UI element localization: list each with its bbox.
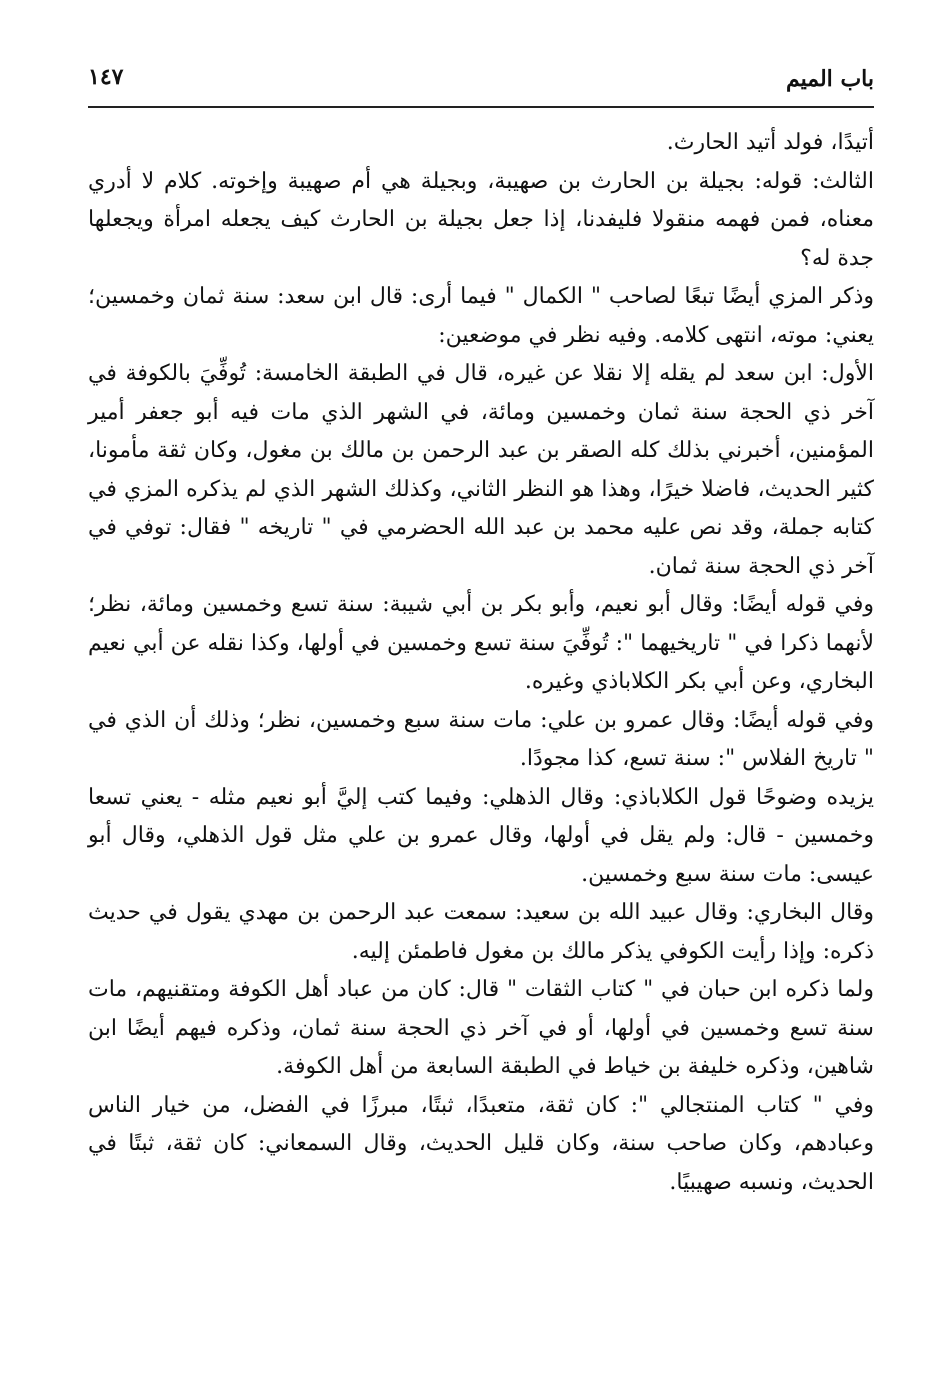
paragraph-7: يزيده وضوحًا قول الكلاباذي: وقال الذهلي: وفيما كتب إليَّ أبو نعيم مثله - يعني تسعا وخمسين - قال: ولم يقل في أولها، وقال عمرو بن علي مثل قول الذهلي، وقال أبو عيسى: مات سنة سبع وخمسين.	[88, 784, 874, 887]
chapter-title: باب الميم	[785, 66, 874, 92]
paragraph-9: ولما ذكره ابن حبان في " كتاب الثقات " قال: كان من عباد أهل الكوفة ومتقنيهم، مات سنة تسع وخمسين في أولها، أو في آخر ذي الحجة سنة ثمان، وذكره فيهم أيضًا ابن شاهين، وذكره خليفة بن خياط في الطبقة السابعة من أهل الكوفة.	[88, 977, 874, 1079]
paragraph-5: وفي قوله أيضًا: وقال أبو نعيم، وأبو بكر بن أبي شيبة: سنة تسع وخمسين ومائة، نظر؛ لأنهما ذكرا في " تاريخيهما ": تُوفِّيَ سنة تسع وخمسين في أولها، وكذا نقله عن أبي نعيم البخاري، وعن أبي بكر الكلاباذي وغيره.	[88, 592, 874, 694]
paragraph-1: أتيدًا، فولد أتيد الحارث.	[666, 130, 874, 155]
paragraph-6: وفي قوله أيضًا: وقال عمرو بن علي: مات سنة سبع وخمسين، نظر؛ وذلك أن الذي في " تاريخ الفلاس ": سنة تسع، كذا مجودًا.	[88, 707, 874, 771]
body-text	[88, 124, 874, 1202]
paragraph-4: الأول: ابن سعد لم يقله إلا نقلا عن غيره، قال في الطبقة الخامسة: تُوفِّيَ بالكوفة في آخر ذي الحجة سنة ثمان وخمسين ومائة، في الشهر الذي مات فيه أبو جعفر أمير المؤمنين، أخبرني بذلك كله الصقر بن عبد الرحمن بن مالك بن مغول، وكان ثقة مأمونا، كثير الحديث، فاضلا خيرًا، وهذا هو النظر الثاني، وكذلك الشهر الذي لم يذكره المزي في كتابه جملة، وقد نص عليه محمد بن عبد الله الحضرمي في " تاريخه " فقال: توفي في آخر ذي الحجة سنة ثمان.	[88, 361, 874, 579]
page-header	[88, 60, 874, 108]
paragraph-10: وفي " كتاب المنتجالي ": كان ثقة، متعبدًا، ثبتًا، مبرزًا في الفضل، من خيار الناس وعبادهم، وكان صاحب سنة، وكان قليل الحديث، وقال السمعاني: كان ثقة، ثبتًا في الحديث، ونسبه صهيبيًا.	[88, 1092, 874, 1195]
paragraph-2: الثالث: قوله: بجيلة بن الحارث بن صهيبة، وبجيلة هي أم صهيبة وإخوته. كلام لا أدري معناه، فمن فهمه منقولا فليفدنا، إذا جعل بجيلة بن الحارث كيف يجعله امرأة ويجعلها جدة له؟	[88, 168, 874, 271]
paragraph-3: وذكر المزي أيضًا تبعًا لصاحب " الكمال " فيما أرى: قال ابن سعد: سنة ثمان وخمسين؛ يعني: موته، انتهى كلامه. وفيه نظر في موضعين:	[88, 284, 874, 348]
page-number: ١٤٧	[88, 64, 124, 90]
paragraph-8: وقال البخاري: وقال عبيد الله بن سعيد: سمعت عبد الرحمن بن مهدي يقول في حديث ذكره: وإذا رأيت الكوفي يذكر مالك بن مغول فاطمئن إليه.	[88, 900, 874, 964]
